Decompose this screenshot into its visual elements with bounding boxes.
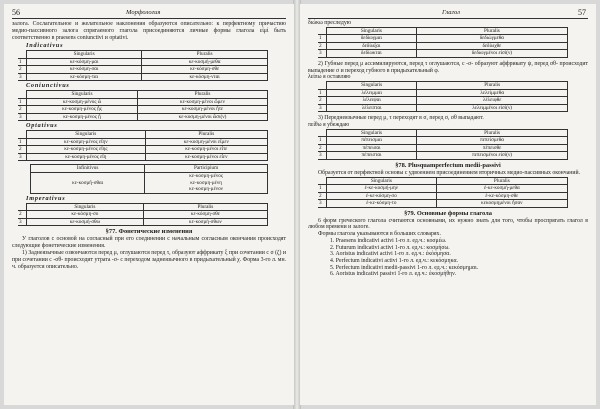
header-pluralis: Pluralis — [417, 129, 568, 137]
form-cell: κε-κοσμη-μένος εἴης — [27, 146, 146, 154]
list-item: 3. Aoristus indicativi activi 1-го л. ед.ч.: ἐκόσμησα. — [330, 251, 451, 258]
form-cell: κε-κοσμή-σθω — [27, 218, 144, 226]
row-number: 2 — [318, 192, 327, 200]
form-cell: κε-κοσμη-μένος εἴη — [27, 153, 146, 161]
example-verb-2: λείπω я оставляю — [308, 74, 351, 81]
header-pluralis: Pluralis — [138, 91, 268, 99]
table-infinitive-participle — [30, 164, 268, 194]
form-cell: δεδίωγμαι — [327, 35, 417, 43]
form-cell: πέπεισθε — [417, 144, 568, 152]
table-row — [18, 98, 268, 106]
form-cell: κε-κόσμη-σαι — [27, 66, 142, 74]
form-cell: κε-κοσμη-μένοι ὦμεν — [138, 98, 268, 106]
header-pluralis: Pluralis — [436, 177, 567, 185]
table-row — [18, 106, 268, 114]
list-item: 5. Perfectum indicativi medii-passivi 1-го л. ед.ч.: κεκόσμημαι. — [330, 264, 479, 271]
row-number: 3 — [18, 153, 27, 161]
form-cell: δεδιώγμεθα — [416, 35, 567, 43]
header-pluralis: Pluralis — [142, 51, 268, 59]
row-number: 3 — [18, 218, 27, 226]
table-header-row — [318, 27, 568, 35]
table-coniunctivus — [18, 90, 268, 121]
table-dental — [318, 129, 568, 160]
example-verb-3: πείθω я убеждаю — [308, 121, 350, 128]
list-item: 1. Praesens indicativi activi 1-го л. ед.ч.: κοσμέω. — [330, 237, 447, 244]
table-labial — [318, 81, 568, 112]
form-cell: ἐ-κε-κόσμη-σο — [327, 192, 437, 200]
row-number: 2 — [18, 211, 27, 219]
participle-cell — [145, 172, 268, 193]
form-cell: κε-κοσμη-μένοι ὦσι(ν) — [138, 113, 268, 121]
table-row — [18, 153, 268, 161]
form-cell: λελειμμένοι εἰσί(ν) — [417, 104, 568, 112]
paragraph-labials: 2) Губные перед μ ассимилируются, перед τ оглушаются, с -σ- образуют аффрикату ψ, перед σθ- происходит выпадение σ и переход губного в придыхательный φ. — [308, 60, 588, 74]
table-row — [318, 50, 568, 58]
header-singularis: Singularis — [327, 129, 417, 137]
table-header-row — [318, 82, 568, 90]
right-header — [300, 4, 596, 18]
form-cell: πέπεισμαι — [327, 137, 417, 145]
table-row — [318, 152, 568, 160]
right-page — [300, 4, 596, 405]
row-number: 1 — [318, 185, 327, 193]
header-infinitivus: Infinitivus — [31, 165, 145, 173]
form-cell: κε-κοσμη-μένος ὦ — [27, 98, 138, 106]
row-number: 2 — [318, 144, 327, 152]
table-plusquamperfect — [318, 177, 568, 208]
form-cell: κε-κοσμη-μένοι εἶεν — [145, 153, 267, 161]
page-number: 56 — [12, 8, 20, 17]
table-header-row — [18, 51, 268, 59]
form-cell: κε-κοσμη-μένος ᾖ — [27, 113, 138, 121]
table-row — [18, 66, 268, 74]
form-cell: λέλειφθε — [417, 97, 568, 105]
row-number: 1 — [318, 137, 327, 145]
paragraph-77a: У глаголов с основой на согласный при его соединении с начальным согласным окончания происходят следующие фонетические изменения. — [12, 236, 286, 250]
form-cell: λέλειμμαι — [327, 89, 417, 97]
table-header-row — [31, 165, 268, 173]
table-row — [18, 138, 268, 146]
row-number: 2 — [318, 97, 327, 105]
header-singularis: Singularis — [27, 91, 138, 99]
table-row — [18, 211, 268, 219]
table-row — [18, 146, 268, 154]
form-cell: πέπεισται — [327, 152, 417, 160]
mood-title-coniunctivus: Coniunctivus — [26, 82, 70, 90]
form-cell: δεδιωγμένοι εἰσί(ν) — [416, 50, 567, 58]
row-number: 3 — [318, 104, 327, 112]
list-item: 4. Perfectum indicativi activi 1-го л. ед.ч.: κεκόσμηκα. — [330, 258, 458, 265]
infinitive-cell: κε-κοσμῆ-σθαι — [31, 172, 145, 193]
paragraph-77b: 1) Заднеязычные озвончаются перед μ, оглушаются перед τ, образуют аффрикату ξ при сочетании с σ (ζ) и при сочетании с -σθ- происходит утрата -σ- с переходом заднеязычного в придыхательный χ. Форма 3-го л. мн. ч. образуется описательно. — [12, 249, 286, 270]
mood-title-imperativus: Imperativus — [26, 194, 66, 202]
table-indicativus — [18, 50, 268, 81]
left-page — [4, 4, 294, 405]
mood-title-optativus: Optativus — [26, 122, 58, 130]
row-number: 3 — [318, 152, 327, 160]
form-cell: κε-κόσμη-σθε — [142, 66, 268, 74]
form-cell: κε-κοσμή-μεθα — [142, 58, 268, 66]
form-cell: δεδίωκται — [327, 50, 417, 58]
table-row — [318, 144, 568, 152]
table-row — [18, 218, 268, 226]
header-singularis: Singularis — [27, 51, 142, 59]
form-cell: κε-κοσμη-μένοι ἦτε — [138, 106, 268, 114]
header-participium: Participium — [145, 165, 268, 173]
table-row — [31, 172, 268, 193]
table-row — [318, 42, 568, 50]
form-cell: κε-κοσμη-μένοι εἶμεν — [145, 138, 267, 146]
table-header-row — [18, 91, 268, 99]
header-singularis: Singularis — [327, 177, 437, 185]
table-row — [18, 113, 268, 121]
form-cell: ἐ-κε-κοσμή-μην — [327, 185, 437, 193]
table-row — [18, 58, 268, 66]
table-row — [318, 104, 568, 112]
form-cell: κε-κόσμη-σθε — [143, 211, 267, 219]
running-title: Глагол — [442, 9, 460, 16]
row-number: 2 — [318, 42, 327, 50]
form-cell: δεδίωξαι — [327, 42, 417, 50]
header-singularis: Singularis — [327, 82, 417, 90]
header-rule — [308, 18, 588, 19]
form-cell: λέλειπται — [327, 104, 417, 112]
paragraph-78: Образуется от перфектной основы с удвоением присоединением вторичных медио-пассивных окончаний. — [318, 169, 581, 176]
row-number: 2 — [18, 146, 27, 154]
table-header-row — [18, 131, 268, 139]
table-row — [318, 97, 568, 105]
intro-paragraph: залога. Сослагательное и желательное наклонения образуются описательно: к перфектному причастию медио-пассивного залога спрягаемого глагола присоединяются личные формы глагола εἰμί быть соответственно в praesens coniunctivi и optativi. — [12, 21, 286, 41]
mood-title-indicativus: Indicativus — [26, 42, 64, 50]
paragraph-79b: Формы глагола указываются в больших словарях. — [318, 231, 441, 238]
table-row — [318, 200, 568, 208]
header-pluralis: Pluralis — [417, 82, 568, 90]
left-header — [4, 4, 294, 18]
header-pluralis: Pluralis — [416, 27, 567, 35]
form-cell: δεδίωχθε — [416, 42, 567, 50]
header-singularis: Singularis — [327, 27, 417, 35]
row-number: 1 — [18, 58, 27, 66]
row-number: 1 — [318, 89, 327, 97]
participle-form: κε-κοσμη-μένη — [190, 179, 222, 186]
list-item: 6. Aoristus indicativi passivi 1-го л. ед.ч.: ἐκοσμήθην. — [330, 271, 457, 278]
form-cell: ἐ-κε-κόσμη-σθε — [436, 192, 567, 200]
section-heading-77: §77. Фонетические изменения — [105, 228, 193, 236]
running-title: Морфология — [126, 9, 161, 16]
table-row — [318, 192, 568, 200]
table-row — [318, 35, 568, 43]
table-row — [18, 73, 268, 81]
participle-form: κε-κοσμη-μένον — [189, 186, 224, 193]
example-verb-1: διώκω преследую — [308, 20, 352, 26]
row-number: 3 — [318, 50, 327, 58]
row-number: 3 — [18, 73, 27, 81]
page-number: 57 — [578, 8, 586, 17]
form-cell: κε-κόσμη-νται — [142, 73, 268, 81]
header-singularis: Singularis — [27, 203, 144, 211]
header-pluralis: Pluralis — [143, 203, 267, 211]
row-number: 3 — [18, 113, 27, 121]
header-rule — [12, 18, 286, 19]
table-optativus — [18, 130, 268, 161]
row-number: 1 — [18, 138, 27, 146]
form-cell: πεπείσμεθα — [417, 137, 568, 145]
header-singularis: Singularis — [27, 131, 146, 139]
participle-form: κε-κοσμη-μένος — [189, 173, 223, 179]
table-guttural — [318, 27, 568, 58]
paragraph-79a: 6 форм греческого глагола считаются основными, их нужно знать для того, чтобы проспрягать глагол в любом времени и залоге. — [308, 217, 588, 231]
section-heading-78: §78. Plusquamperfectum medii-passivi — [395, 161, 501, 169]
form-cell: πέπεισαι — [327, 144, 417, 152]
table-row — [318, 137, 568, 145]
header-pluralis: Pluralis — [145, 131, 267, 139]
table-imperativus — [18, 203, 268, 227]
form-cell: κε-κοσμη-μένος εἴην — [27, 138, 146, 146]
form-cell: κε-κοσμή-σθων — [143, 218, 267, 226]
form-cell: κε-κόσμη-ται — [27, 73, 142, 81]
row-number: 2 — [18, 66, 27, 74]
list-item: 2. Futurum indicativi activi 1-го л. ед.ч.: κοσμήσω. — [330, 244, 450, 251]
form-cell: κε-κοσμη-μένοι εἶτε — [145, 146, 267, 154]
form-cell: ἐ-κε-κοσμή-μεθα — [436, 185, 567, 193]
paragraph-dentals: 3) Переднеязычные перед μ, τ переходят в σ, перед σ, σθ выпадают. — [318, 115, 484, 122]
table-header-row — [318, 129, 568, 137]
table-row — [318, 89, 568, 97]
form-cell: λελείμμεθα — [417, 89, 568, 97]
form-cell: πεπεισμένοι εἰσί(ν) — [417, 152, 568, 160]
row-number: 3 — [318, 200, 327, 208]
row-number: 1 — [18, 98, 27, 106]
form-cell: κεκοσμημένοι ἦσαν — [436, 200, 567, 208]
form-cell: κε-κόσμη-σο — [27, 211, 144, 219]
table-row — [318, 185, 568, 193]
form-cell: λέλειψαι — [327, 97, 417, 105]
section-heading-79: §79. Основные формы глагола — [404, 209, 492, 217]
form-cell: κε-κόσμη-μαι — [27, 58, 142, 66]
row-number: 1 — [318, 35, 327, 43]
form-cell: κε-κοσμη-μένος ᾖς — [27, 106, 138, 114]
principal-parts-list — [300, 238, 596, 278]
table-header-row — [318, 177, 568, 185]
form-cell: ἐ-κε-κόσμη-το — [327, 200, 437, 208]
row-number: 2 — [18, 106, 27, 114]
table-header-row — [18, 203, 268, 211]
